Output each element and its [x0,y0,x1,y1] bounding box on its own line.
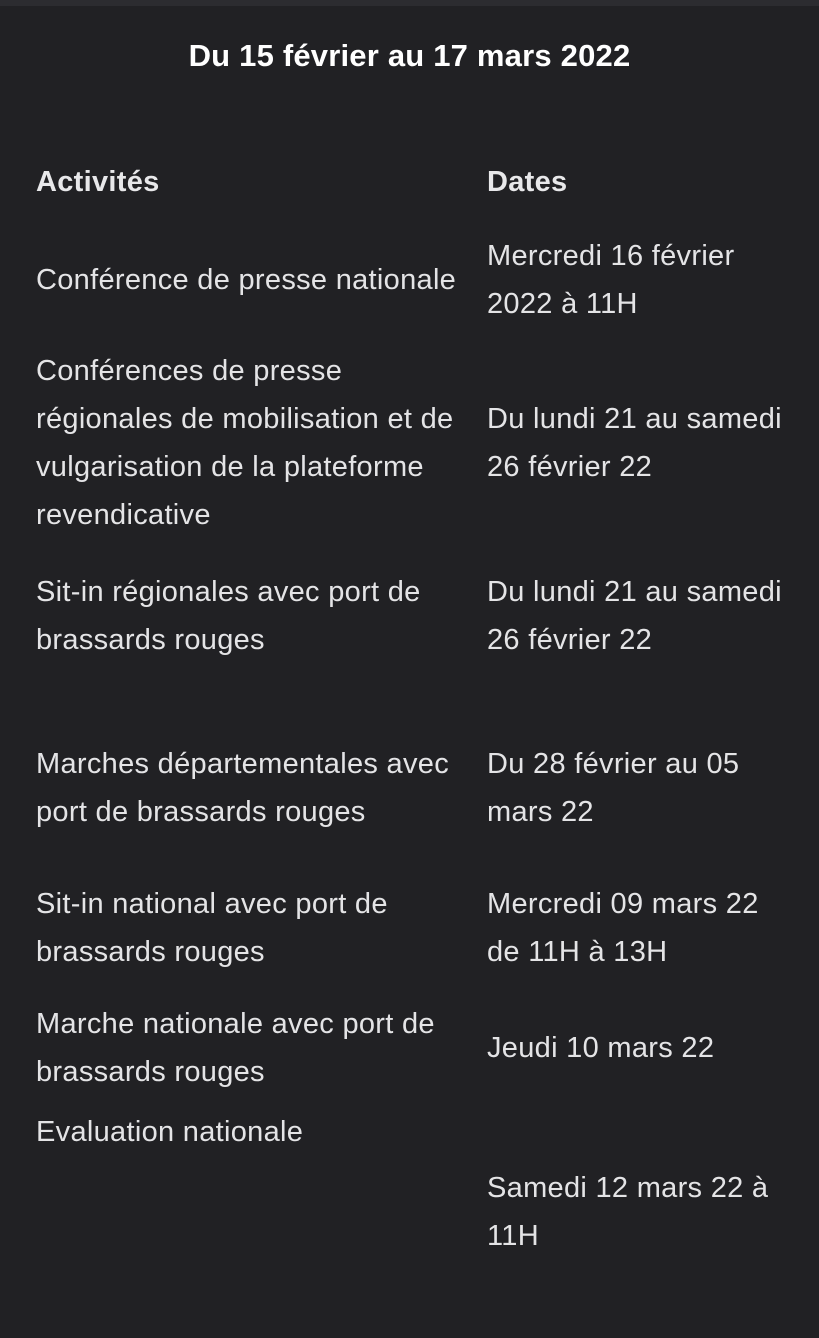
activities-schedule-table [36,158,796,1260]
dates-column-header: Dates [487,166,568,198]
activity-cell: Conférences de presse régionales de mobilisation et de vulgarisation de la plateforme revendicative [36,355,454,531]
table-row [36,716,796,860]
activity-cell: Sit-in régionales avec port de brassards rouges [36,576,421,656]
table-header-row [36,158,796,208]
activity-cell: Sit-in national avec port de brassards rouges [36,888,388,968]
table-row [36,542,796,690]
activity-cell: Evaluation nationale [36,1116,304,1148]
date-cell: Du 28 février au 05 mars 22 [487,748,740,828]
activities-column-header: Activités [36,166,160,198]
table-row [36,996,796,1100]
date-cell: Mercredi 16 février 2022 à 11H [487,240,735,320]
date-cell: Du lundi 21 au samedi 26 février 22 [487,576,782,656]
top-status-strip [0,0,819,6]
page-title: Du 15 février au 17 mars 2022 [188,38,631,73]
activity-cell: Marches départementales avec port de brassards rouges [36,748,449,828]
date-cell: Du lundi 21 au samedi 26 février 22 [487,403,782,483]
table-row [36,228,796,332]
table-row [36,348,796,538]
activity-cell: Conférence de presse nationale [36,264,457,296]
table-row [36,876,796,980]
table-row [36,1108,796,1260]
date-cell: Samedi 12 mars 22 à 11H [487,1172,769,1252]
date-cell: Mercredi 09 mars 22 de 11H à 13H [487,888,759,968]
date-cell: Jeudi 10 mars 22 [487,1032,715,1064]
activity-cell: Marche nationale avec port de brassards rouges [36,1008,435,1088]
